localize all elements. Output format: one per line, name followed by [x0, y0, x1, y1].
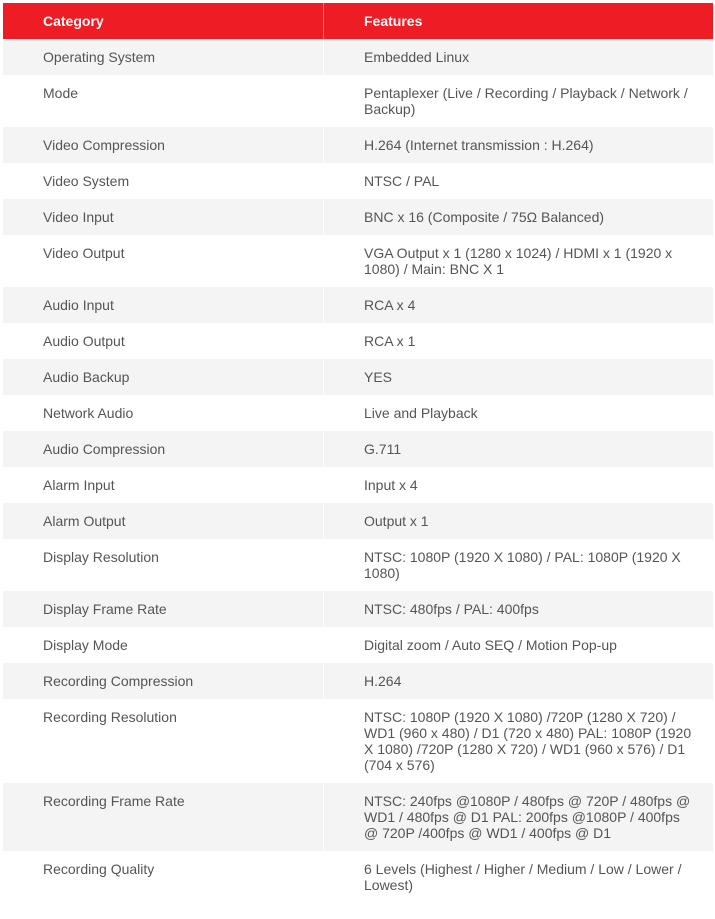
row-features: Pentaplexer (Live / Recording / Playback / Network / Backup): [324, 75, 714, 127]
table-row: [3, 127, 713, 163]
row-category: Operating System: [3, 39, 324, 75]
table-row: [3, 851, 713, 903]
table-row: [3, 539, 713, 591]
row-features: Live and Playback: [324, 395, 714, 431]
table-row: [3, 199, 713, 235]
table-row: [3, 287, 713, 323]
table-row: [3, 627, 713, 663]
row-category: Recording Frame Rate: [3, 783, 324, 851]
row-category: Video System: [3, 163, 324, 199]
row-features: H.264 (Internet transmission : H.264): [324, 127, 714, 163]
row-features: G.711: [324, 431, 714, 467]
row-category: Display Frame Rate: [3, 591, 324, 627]
row-category: Alarm Output: [3, 503, 324, 539]
row-category: Network Audio: [3, 395, 324, 431]
header-features: Features: [324, 3, 714, 39]
table-row: [3, 75, 713, 127]
spec-table: [3, 3, 713, 903]
table-row: [3, 431, 713, 467]
row-category: Video Compression: [3, 127, 324, 163]
table-row: [3, 783, 713, 851]
row-features: VGA Output x 1 (1280 x 1024) / HDMI x 1 (1920 x 1080) / Main: BNC X 1: [324, 235, 714, 287]
row-features: 6 Levels (Highest / Higher / Medium / Low / Lower / Lowest): [324, 851, 714, 903]
row-features: NTSC / PAL: [324, 163, 714, 199]
row-category: Recording Compression: [3, 663, 324, 699]
table-row: [3, 699, 713, 783]
row-features: NTSC: 1080P (1920 X 1080) / PAL: 1080P (1920 X 1080): [324, 539, 714, 591]
row-category: Audio Backup: [3, 359, 324, 395]
row-category: Display Mode: [3, 627, 324, 663]
row-features: Digital zoom / Auto SEQ / Motion Pop-up: [324, 627, 714, 663]
table-row: [3, 467, 713, 503]
row-category: Video Input: [3, 199, 324, 235]
table-row: [3, 39, 713, 75]
row-features: Input x 4: [324, 467, 714, 503]
row-category: Audio Compression: [3, 431, 324, 467]
table-row: [3, 323, 713, 359]
row-features: NTSC: 240fps @1080P / 480fps @ 720P / 480fps @ WD1 / 480fps @ D1 PAL: 200fps @1080P / 400fps @ 720P /400fps @ WD1 / 400fps @ D1: [324, 783, 714, 851]
row-features: BNC x 16 (Composite / 75Ω Balanced): [324, 199, 714, 235]
header-category: Category: [3, 3, 324, 39]
table-row: [3, 591, 713, 627]
table-row: [3, 395, 713, 431]
row-category: Recording Quality: [3, 851, 324, 903]
row-features: Output x 1: [324, 503, 714, 539]
row-category: Video Output: [3, 235, 324, 287]
row-features: RCA x 1: [324, 323, 714, 359]
row-category: Mode: [3, 75, 324, 127]
table-header-row: [3, 3, 713, 39]
row-category: Audio Input: [3, 287, 324, 323]
table-row: [3, 503, 713, 539]
table-row: [3, 359, 713, 395]
row-category: Audio Output: [3, 323, 324, 359]
table-row: [3, 663, 713, 699]
row-features: RCA x 4: [324, 287, 714, 323]
row-features: NTSC: 1080P (1920 X 1080) /720P (1280 X 720) / WD1 (960 x 480) / D1 (720 x 480) PAL: 1080P (1920 X 1080) /720P (1280 X 720) / WD1 (960 x 576) / D1 (704 x 576): [324, 699, 714, 783]
row-category: Display Resolution: [3, 539, 324, 591]
row-features: NTSC: 480fps / PAL: 400fps: [324, 591, 714, 627]
table-row: [3, 163, 713, 199]
row-features: YES: [324, 359, 714, 395]
row-category: Alarm Input: [3, 467, 324, 503]
row-features: H.264: [324, 663, 714, 699]
row-features: Embedded Linux: [324, 39, 714, 75]
table-row: [3, 235, 713, 287]
row-category: Recording Resolution: [3, 699, 324, 783]
